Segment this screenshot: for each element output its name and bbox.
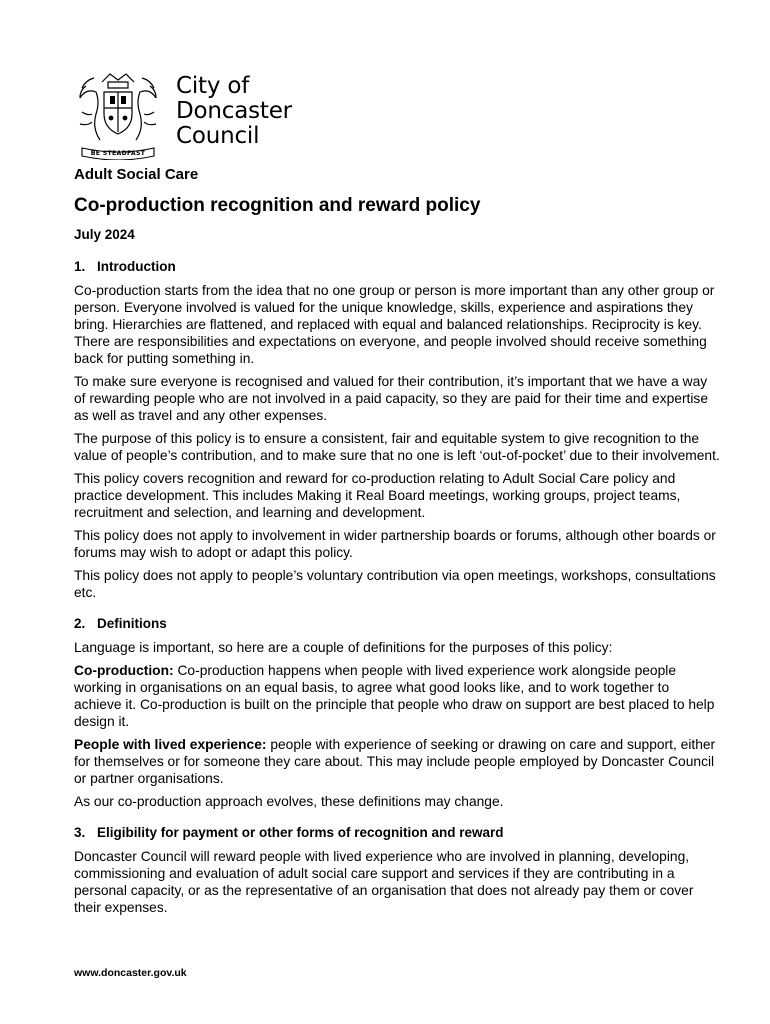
council-name-line-2: Doncaster [176,98,292,124]
document-date: July 2024 [74,227,135,242]
definition-term: Co-production: [74,663,174,678]
council-name [176,74,292,149]
definition-co-production [74,662,720,730]
document-title: Co-production recognition and reward policy [74,195,481,216]
section-title: Introduction [97,259,176,274]
paragraph: To make sure everyone is recognised and valued for their contribution, it’s important that we have a way of rewarding people who are not involved in a paid capacity, so they are paid for their time and expertise as well as travel and any other expenses. [74,374,709,423]
paragraph: Co-production starts from the idea that no one group or person is more important than any other group or person. Everyone involved is valued for the unique knowledge, skills, experience and aspirations they bring. Hierarchies are flattened, and replaced with equal and balanced relationships. Reciprocity is key. There are responsibilities and expectations on everyone, and people involved should receive something back for putting something in. [74,283,715,366]
section-title: Eligibility for payment or other forms of recognition and reward [97,825,504,840]
paragraph: Language is important, so here are a couple of definitions for the purposes of this policy: [74,640,613,655]
definition-term: People with lived experience: [74,737,267,752]
council-crest-logo [72,68,164,160]
section-heading-introduction [74,258,720,276]
definition-text: Co-production happens when people with lived experience work alongside people working in organisations on an equal basis, to agree what good looks like, and to work together to achieve it. Co-production is built on the principle that people who draw on support are best placed to help design it. [74,663,715,729]
paragraph: As our co-production approach evolves, these definitions may change. [74,794,504,809]
paragraph: This policy does not apply to involvement in wider partnership boards or forums, although other boards or forums may wish to adopt or adapt this policy. [74,528,716,560]
council-name-line-3: Council [176,123,260,149]
paragraph: This policy covers recognition and reward for co-production relating to Adult Social Care policy and practice development. This includes Making it Real Board meetings, working groups, project teams, recruitment and selection, and learning and development. [74,471,681,520]
definition-lived-experience [74,736,720,787]
section-number: 2. [74,616,86,631]
department-label: Adult Social Care [74,166,199,183]
section-heading-eligibility [74,824,720,842]
council-header [72,68,312,160]
paragraph: This policy does not apply to people’s voluntary contribution via open meetings, workshops, consultations etc. [74,568,716,600]
council-name-line-1: City of [176,73,250,99]
paragraph: Doncaster Council will reward people with lived experience who are involved in planning, developing, commissioning and evaluation of adult social care support and services if they are contributing in a personal capacity, or as the representative of an organisation that does not already pay them or cover their expenses. [74,849,694,915]
svg-text:BE STEADFAST: BE STEADFAST [90,150,146,157]
section-number: 3. [74,825,86,840]
section-heading-definitions [74,615,720,633]
footer-url[interactable]: www.doncaster.gov.uk [74,967,187,979]
definition-text: people with experience of seeking or drawing on care and support, either for themselves or for someone they care about. This may include people employed by Doncaster Council or partner organisations. [74,737,716,786]
section-title: Definitions [97,616,167,631]
document-body [74,166,720,922]
paragraph: The purpose of this policy is to ensure a consistent, fair and equitable system to give recognition to the value of people’s contribution, and to make sure that no one is left ‘out-of-pocket’ due to their involvement. [74,431,720,463]
section-number: 1. [74,259,86,274]
